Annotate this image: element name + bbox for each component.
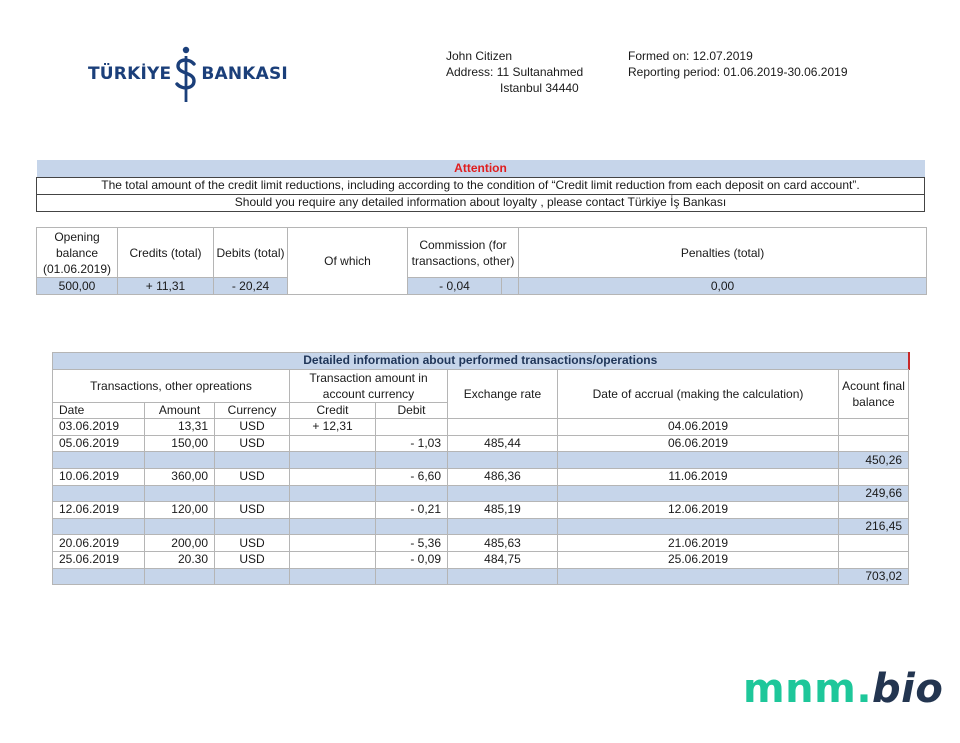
value-spacer [502, 278, 519, 295]
cell-balance: 216,45 [839, 518, 909, 535]
cell-debit [376, 518, 448, 535]
cell-accrual [558, 485, 839, 502]
cell-accrual [558, 568, 839, 585]
header-final-balance: Acount final balance [839, 369, 909, 419]
balance-row [53, 485, 909, 502]
attention-line2: Should you require any detailed information about loyalty , please contact Türkiye İş Bankası [37, 194, 925, 211]
cell-date: 10.06.2019 [53, 468, 145, 485]
cell-balance [839, 419, 909, 436]
cell-rate: 484,75 [448, 551, 558, 568]
cell-credit: + 12,31 [290, 419, 376, 436]
cell-date [53, 485, 145, 502]
cell-balance: 703,02 [839, 568, 909, 585]
cell-debit: - 1,03 [376, 435, 448, 452]
cell-accrual [558, 518, 839, 535]
cell-amount [145, 568, 215, 585]
cell-date: 25.06.2019 [53, 551, 145, 568]
cell-date [53, 518, 145, 535]
header-amount-in-currency: Transaction amount in account currency [290, 369, 448, 402]
details-title: Detailed information about performed transactions/operations [53, 353, 909, 370]
cell-currency [215, 568, 290, 585]
header-date-accrual: Date of accrual (making the calculation) [558, 369, 839, 419]
cell-currency: USD [215, 468, 290, 485]
cell-credit [290, 435, 376, 452]
cell-accrual: 25.06.2019 [558, 551, 839, 568]
watermark-part1: mnm. [743, 666, 873, 712]
cell-debit [376, 452, 448, 469]
customer-address-line1: Address: 11 Sultanahmed [446, 65, 584, 79]
cell-rate [448, 419, 558, 436]
balance-row [53, 568, 909, 585]
header-amount: Amount [145, 402, 215, 419]
value-commission: - 0,04 [408, 278, 502, 295]
details-body [53, 419, 909, 585]
cell-date: 20.06.2019 [53, 535, 145, 552]
cell-date: 03.06.2019 [53, 419, 145, 436]
cell-credit [290, 452, 376, 469]
cell-debit: - 6,60 [376, 468, 448, 485]
cell-rate: 485,63 [448, 535, 558, 552]
summary-table [36, 227, 927, 295]
cell-date [53, 452, 145, 469]
cell-amount: 200,00 [145, 535, 215, 552]
table-row [53, 468, 909, 485]
cell-rate: 485,19 [448, 502, 558, 519]
header-debits: Debits (total) [214, 228, 288, 278]
balance-row [53, 452, 909, 469]
value-opening-balance: 500,00 [37, 278, 118, 295]
cell-balance [839, 502, 909, 519]
cell-amount [145, 518, 215, 535]
cell-accrual [558, 452, 839, 469]
cell-balance [839, 551, 909, 568]
cell-debit [376, 419, 448, 436]
cell-amount: 13,31 [145, 419, 215, 436]
cell-rate [448, 452, 558, 469]
header-date: Date [53, 402, 145, 419]
cell-rate [448, 485, 558, 502]
cell-credit [290, 468, 376, 485]
cell-debit: - 0,21 [376, 502, 448, 519]
cell-currency [215, 518, 290, 535]
table-row [53, 535, 909, 552]
header-debit: Debit [376, 402, 448, 419]
header-penalties: Penalties (total) [519, 228, 927, 278]
cell-currency: USD [215, 502, 290, 519]
bank-mark-icon [172, 44, 200, 104]
details-table [52, 352, 910, 585]
header-credit: Credit [290, 402, 376, 419]
cell-amount: 150,00 [145, 435, 215, 452]
cell-amount: 360,00 [145, 468, 215, 485]
cell-credit [290, 518, 376, 535]
cell-credit [290, 485, 376, 502]
watermark-logo [743, 664, 943, 714]
cell-date [53, 568, 145, 585]
cell-rate [448, 518, 558, 535]
cell-currency [215, 452, 290, 469]
cell-balance [839, 468, 909, 485]
cell-amount [145, 452, 215, 469]
value-credits: + 11,31 [118, 278, 214, 295]
header-opening-balance: Opening balance (01.06.2019) [37, 228, 118, 278]
attention-line1: The total amount of the credit limit reductions, including according to the condition of “Credit limit reduction from each deposit on card account”. [37, 177, 925, 194]
cell-accrual: 04.06.2019 [558, 419, 839, 436]
cell-amount: 120,00 [145, 502, 215, 519]
cell-debit [376, 568, 448, 585]
logo-word-right: BANKASI [201, 64, 288, 84]
header-credits: Credits (total) [118, 228, 214, 278]
cell-rate [448, 568, 558, 585]
cell-debit [376, 485, 448, 502]
cell-credit [290, 568, 376, 585]
cell-accrual: 11.06.2019 [558, 468, 839, 485]
cell-amount [145, 485, 215, 502]
cell-balance [839, 535, 909, 552]
formed-on: Formed on: 12.07.2019 [628, 49, 753, 63]
cell-accrual: 12.06.2019 [558, 502, 839, 519]
cell-debit: - 5,36 [376, 535, 448, 552]
cell-amount: 20.30 [145, 551, 215, 568]
bank-logo [88, 44, 288, 104]
cell-credit [290, 551, 376, 568]
table-row [53, 435, 909, 452]
cell-debit: - 0,09 [376, 551, 448, 568]
watermark-part2: bio [872, 666, 944, 712]
value-penalties: 0,00 [519, 278, 927, 295]
logo-word-left: TÜRKİYE [88, 64, 172, 84]
cell-balance [839, 435, 909, 452]
cell-credit [290, 535, 376, 552]
report-info [628, 48, 888, 80]
cell-date: 05.06.2019 [53, 435, 145, 452]
table-row [53, 551, 909, 568]
header-of-which: Of which [288, 228, 408, 295]
value-debits: - 20,24 [214, 278, 288, 295]
cell-credit [290, 502, 376, 519]
table-row [53, 502, 909, 519]
reporting-period: Reporting period: 01.06.2019-30.06.2019 [628, 65, 848, 79]
cell-currency: USD [215, 419, 290, 436]
attention-box [36, 160, 925, 212]
cell-currency: USD [215, 551, 290, 568]
cell-rate: 485,44 [448, 435, 558, 452]
attention-title: Attention [37, 160, 925, 177]
cell-accrual: 21.06.2019 [558, 535, 839, 552]
cell-accrual: 06.06.2019 [558, 435, 839, 452]
cell-rate: 486,36 [448, 468, 558, 485]
balance-row [53, 518, 909, 535]
header-exchange-rate: Exchange rate [448, 369, 558, 419]
customer-name: John Citizen [446, 49, 513, 63]
cell-currency: USD [215, 535, 290, 552]
cell-currency [215, 485, 290, 502]
cell-balance: 450,26 [839, 452, 909, 469]
header-commission: Commission (for transactions, other) [408, 228, 519, 278]
table-row [53, 419, 909, 436]
customer-info [446, 48, 606, 96]
header-currency: Currency [215, 402, 290, 419]
cell-balance: 249,66 [839, 485, 909, 502]
cell-date: 12.06.2019 [53, 502, 145, 519]
cell-currency: USD [215, 435, 290, 452]
customer-address-line2: Istanbul 34440 [500, 81, 579, 95]
header-transactions: Transactions, other opreations [53, 369, 290, 402]
